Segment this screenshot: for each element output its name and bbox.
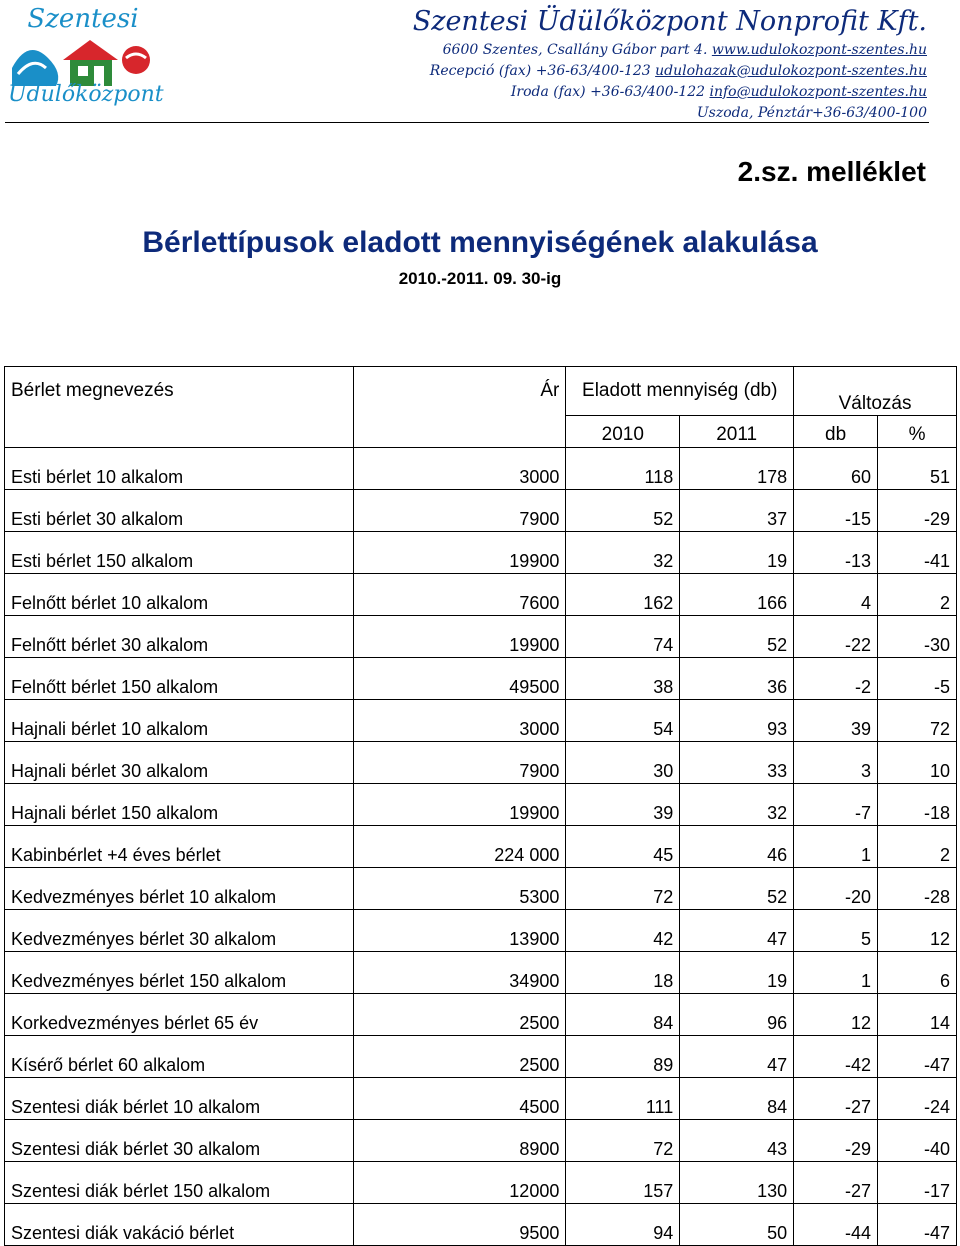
header-price: Ár [353, 367, 566, 416]
company-pool: Uszoda, Pénztár+36-63/400-100 [696, 105, 927, 121]
logo-house-waves-icon [8, 28, 158, 88]
row-2011: 33 [680, 742, 794, 784]
table-row [5, 448, 957, 490]
row-name: Hajnali bérlet 10 alkalom [5, 700, 354, 742]
row-name: Esti bérlet 150 alkalom [5, 532, 354, 574]
row-change-pct: -18 [878, 784, 957, 826]
company-office [413, 82, 927, 103]
row-change-db: -15 [794, 490, 878, 532]
row-price: 224 000 [353, 826, 566, 868]
row-price: 19900 [353, 532, 566, 574]
table-row [5, 1078, 957, 1120]
header-divider [5, 122, 929, 123]
office-text: Iroda (fax) +36-63/400-122 [510, 84, 710, 100]
row-2010: 38 [566, 658, 680, 700]
table-row [5, 490, 957, 532]
header-db: db [794, 416, 878, 448]
row-change-db: 5 [794, 910, 878, 952]
row-change-db: 60 [794, 448, 878, 490]
row-price: 13900 [353, 910, 566, 952]
row-price: 7900 [353, 490, 566, 532]
table-row [5, 952, 957, 994]
row-name: Szentesi diák bérlet 30 alkalom [5, 1120, 354, 1162]
table-row [5, 700, 957, 742]
table-row [5, 1204, 957, 1246]
row-change-db: -22 [794, 616, 878, 658]
row-name: Szentesi diák bérlet 10 alkalom [5, 1078, 354, 1120]
row-change-pct: -17 [878, 1162, 957, 1204]
row-change-pct: 14 [878, 994, 957, 1036]
row-2011: 52 [680, 868, 794, 910]
row-change-pct: -41 [878, 532, 957, 574]
row-2010: 111 [566, 1078, 680, 1120]
row-name: Esti bérlet 10 alkalom [5, 448, 354, 490]
row-price: 9500 [353, 1204, 566, 1246]
row-2011: 130 [680, 1162, 794, 1204]
row-name: Kedvezményes bérlet 150 alkalom [5, 952, 354, 994]
row-2010: 54 [566, 700, 680, 742]
row-price: 5300 [353, 868, 566, 910]
row-2010: 42 [566, 910, 680, 952]
row-change-db: 1 [794, 952, 878, 994]
row-2011: 178 [680, 448, 794, 490]
row-2010: 52 [566, 490, 680, 532]
row-name: Kedvezményes bérlet 10 alkalom [5, 868, 354, 910]
row-2010: 74 [566, 616, 680, 658]
header-price-blank [353, 416, 566, 448]
row-2010: 18 [566, 952, 680, 994]
row-name: Esti bérlet 30 alkalom [5, 490, 354, 532]
row-price: 8900 [353, 1120, 566, 1162]
row-price: 49500 [353, 658, 566, 700]
header-pct: % [878, 416, 957, 448]
row-price: 3000 [353, 448, 566, 490]
row-2011: 46 [680, 826, 794, 868]
row-name: Felnőtt bérlet 150 alkalom [5, 658, 354, 700]
header-sold: Eladott mennyiség (db) [566, 367, 794, 416]
header-change: Változás [794, 367, 957, 416]
row-change-db: -29 [794, 1120, 878, 1162]
row-2010: 30 [566, 742, 680, 784]
row-2011: 19 [680, 952, 794, 994]
page-subtitle: 2010.-2011. 09. 30-ig [398, 269, 562, 288]
company-name: Szentesi Üdülőközpont Nonprofit Kft. [412, 6, 927, 37]
row-2010: 45 [566, 826, 680, 868]
header-name: Bérlet megnevezés [5, 367, 354, 416]
row-name: Kedvezményes bérlet 30 alkalom [5, 910, 354, 952]
row-price: 2500 [353, 994, 566, 1036]
row-change-pct: -47 [878, 1204, 957, 1246]
table-row [5, 994, 957, 1036]
annex-label: 2.sz. melléklet [737, 156, 926, 187]
header-2010: 2010 [566, 416, 680, 448]
row-2010: 94 [566, 1204, 680, 1246]
logo-bottom-text: Üdülőközpont [8, 82, 164, 107]
row-price: 2500 [353, 1036, 566, 1078]
row-change-db: -7 [794, 784, 878, 826]
header-name-blank [5, 416, 354, 448]
table-header-row [5, 367, 957, 416]
row-2011: 36 [680, 658, 794, 700]
table-row [5, 868, 957, 910]
row-change-pct: 72 [878, 700, 957, 742]
row-change-pct: 10 [878, 742, 957, 784]
table-row [5, 574, 957, 616]
company-logo [8, 4, 164, 114]
table-row [5, 784, 957, 826]
row-price: 12000 [353, 1162, 566, 1204]
row-2010: 162 [566, 574, 680, 616]
table-row [5, 1120, 957, 1162]
row-2010: 72 [566, 1120, 680, 1162]
row-2011: 84 [680, 1078, 794, 1120]
row-name: Felnőtt bérlet 10 alkalom [5, 574, 354, 616]
header-2011: 2011 [680, 416, 794, 448]
row-name: Szentesi diák vakáció bérlet [5, 1204, 354, 1246]
row-change-db: 4 [794, 574, 878, 616]
row-change-pct: -28 [878, 868, 957, 910]
row-change-db: -27 [794, 1078, 878, 1120]
row-price: 7600 [353, 574, 566, 616]
company-address [413, 40, 927, 61]
row-2011: 43 [680, 1120, 794, 1162]
row-change-pct: 12 [878, 910, 957, 952]
subscription-table [4, 366, 957, 1246]
row-change-db: -27 [794, 1162, 878, 1204]
row-change-pct: -5 [878, 658, 957, 700]
table-row [5, 826, 957, 868]
row-change-pct: 2 [878, 826, 957, 868]
company-header [413, 4, 927, 124]
row-price: 7900 [353, 742, 566, 784]
row-change-db: -13 [794, 532, 878, 574]
row-name: Hajnali bérlet 30 alkalom [5, 742, 354, 784]
row-2010: 32 [566, 532, 680, 574]
row-change-pct: -47 [878, 1036, 957, 1078]
row-change-pct: 2 [878, 574, 957, 616]
row-name: Felnőtt bérlet 30 alkalom [5, 616, 354, 658]
table-row [5, 910, 957, 952]
row-change-pct: -30 [878, 616, 957, 658]
row-price: 34900 [353, 952, 566, 994]
page-title: Bérlettípusok eladott mennyiségének alakulása [142, 226, 818, 259]
office-email-link[interactable]: info@udulokozpont-szentes.hu [709, 84, 927, 100]
row-2010: 118 [566, 448, 680, 490]
row-change-pct: 51 [878, 448, 957, 490]
row-name: Szentesi diák bérlet 150 alkalom [5, 1162, 354, 1204]
row-2011: 19 [680, 532, 794, 574]
row-price: 3000 [353, 700, 566, 742]
table-row [5, 1036, 957, 1078]
row-2010: 157 [566, 1162, 680, 1204]
row-price: 19900 [353, 616, 566, 658]
company-reception [413, 61, 927, 82]
row-2011: 166 [680, 574, 794, 616]
row-2011: 37 [680, 490, 794, 532]
row-change-db: 1 [794, 826, 878, 868]
row-2011: 96 [680, 994, 794, 1036]
row-name: Korkedvezményes bérlet 65 év [5, 994, 354, 1036]
table-row [5, 658, 957, 700]
row-change-db: -2 [794, 658, 878, 700]
row-2010: 72 [566, 868, 680, 910]
logo-top-text: Szentesi [27, 4, 139, 34]
row-2011: 52 [680, 616, 794, 658]
row-2011: 47 [680, 910, 794, 952]
row-name: Hajnali bérlet 150 alkalom [5, 784, 354, 826]
website-link[interactable]: www.udulokozpont-szentes.hu [711, 42, 927, 58]
row-change-pct: -29 [878, 490, 957, 532]
table-row [5, 532, 957, 574]
row-2011: 50 [680, 1204, 794, 1246]
row-2011: 47 [680, 1036, 794, 1078]
table-row [5, 742, 957, 784]
reception-email-link[interactable]: udulohazak@udulokozpont-szentes.hu [655, 63, 927, 79]
address-text: 6600 Szentes, Csallány Gábor part 4. [442, 42, 712, 58]
row-change-db: -44 [794, 1204, 878, 1246]
row-change-pct: -24 [878, 1078, 957, 1120]
reception-text: Recepció (fax) +36-63/400-123 [429, 63, 656, 79]
row-change-db: -42 [794, 1036, 878, 1078]
row-change-db: 39 [794, 700, 878, 742]
row-change-db: 3 [794, 742, 878, 784]
row-change-db: -20 [794, 868, 878, 910]
row-2011: 93 [680, 700, 794, 742]
row-price: 4500 [353, 1078, 566, 1120]
table-row [5, 1162, 957, 1204]
row-2010: 39 [566, 784, 680, 826]
row-change-db: 12 [794, 994, 878, 1036]
row-name: Kabinbérlet +4 éves bérlet [5, 826, 354, 868]
row-name: Kísérő bérlet 60 alkalom [5, 1036, 354, 1078]
row-2010: 89 [566, 1036, 680, 1078]
table-subheader-row [5, 416, 957, 448]
row-change-pct: 6 [878, 952, 957, 994]
table-row [5, 616, 957, 658]
row-price: 19900 [353, 784, 566, 826]
row-2011: 32 [680, 784, 794, 826]
row-2010: 84 [566, 994, 680, 1036]
row-change-pct: -40 [878, 1120, 957, 1162]
